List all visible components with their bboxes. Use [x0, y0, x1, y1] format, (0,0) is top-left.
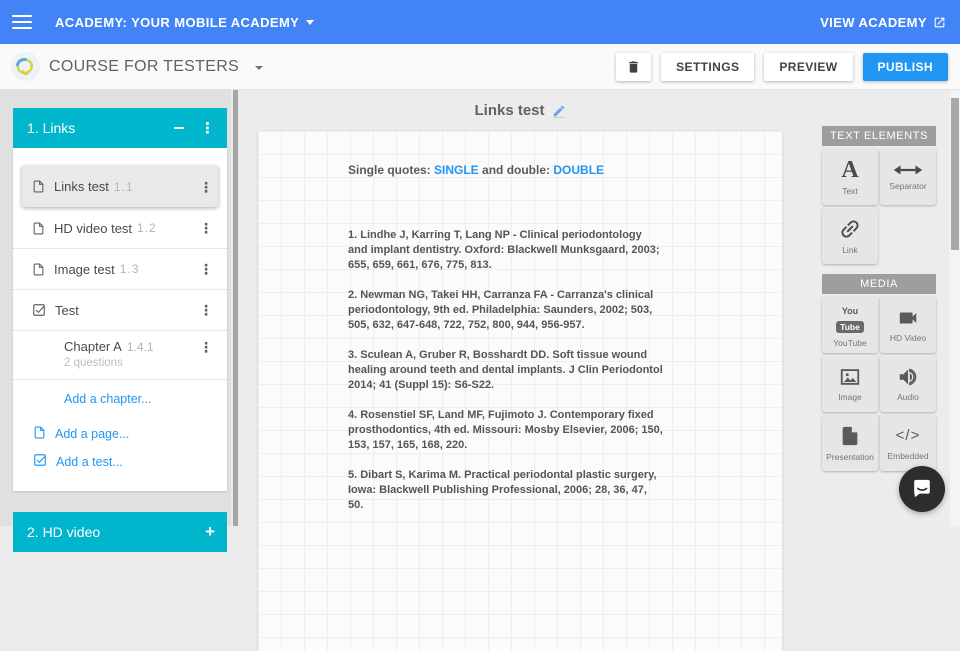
kebab-menu-icon[interactable]: ⋮: [200, 119, 215, 137]
add-page-link[interactable]: [13, 420, 227, 448]
intro-text: and double:: [478, 163, 554, 177]
sidebar-item-hd-video-test[interactable]: [13, 208, 227, 249]
references-block: [348, 228, 664, 513]
add-page-label: Add a page...: [55, 427, 130, 441]
tool-presentation[interactable]: Presentation: [822, 414, 878, 471]
checkbox-icon: [32, 303, 46, 317]
double-quote-link[interactable]: DOUBLE: [553, 163, 605, 177]
image-icon: [838, 366, 862, 388]
sidebar-item-test[interactable]: [13, 290, 227, 331]
tool-embedded[interactable]: </> Embedded: [880, 414, 936, 471]
add-test-label: Add a test...: [56, 454, 123, 469]
reference-item: 5. Dibart S, Karima M. Practical periodontal plastic surgery, Iowa: Blackwell Publishing Professional, 2006; 28, 36, 47, 50.: [348, 469, 657, 511]
chat-icon: [911, 478, 933, 500]
view-academy-label: VIEW ACADEMY: [820, 14, 927, 30]
publish-button[interactable]: PUBLISH: [863, 53, 948, 81]
add-test-link[interactable]: [13, 448, 227, 475]
chapter-question-count: 2 questions: [64, 357, 123, 369]
edit-title-icon[interactable]: [552, 104, 566, 118]
kebab-menu-icon[interactable]: ⋮: [199, 220, 213, 236]
academy-logo: [11, 52, 40, 81]
page-canvas: [258, 131, 782, 651]
intro-paragraph: [348, 163, 682, 177]
section-1-body: [13, 148, 227, 491]
kebab-menu-icon[interactable]: ⋮: [199, 302, 213, 318]
add-icon[interactable]: +: [205, 522, 215, 541]
sidebar-item-image-test[interactable]: [13, 249, 227, 290]
youtube-icon: You Tube: [836, 302, 864, 334]
toolbar-actions: [616, 53, 948, 81]
page-editor-area: [240, 90, 960, 526]
reference-item: 3. Sculean A, Gruber R, Bosshardt DD. Soft tissue wound healing around teeth and dental implants. J Clin Periodontol 2014; 41 (Suppl 15): S6-S22.: [348, 349, 663, 391]
item-label: Image test: [54, 261, 115, 277]
text-elements-header: TEXT ELEMENTS: [822, 126, 936, 146]
chapter-label: Chapter A: [64, 339, 122, 354]
section-1-header[interactable]: [13, 108, 227, 148]
trash-icon: [626, 59, 641, 75]
course-title-dropdown[interactable]: [49, 58, 263, 76]
chapter-index: 1.4.1: [126, 339, 154, 354]
intro-text: Single quotes:: [348, 163, 435, 177]
settings-button[interactable]: SETTINGS: [661, 53, 754, 81]
item-index: 1.3: [119, 262, 140, 276]
tool-hd-video[interactable]: HD Video: [880, 296, 936, 353]
page-icon: [32, 221, 45, 236]
tool-separator[interactable]: Separator: [880, 148, 936, 205]
media-header: MEDIA: [822, 274, 936, 294]
kebab-menu-icon[interactable]: ⋮: [199, 338, 213, 355]
element-tools-panel: [822, 90, 936, 526]
speaker-icon: [896, 366, 920, 388]
chevron-down-icon: [306, 20, 314, 25]
item-label: Links test: [54, 179, 109, 194]
tool-link[interactable]: Link: [822, 207, 878, 264]
tool-image[interactable]: Image: [822, 355, 878, 412]
presentation-icon: [839, 424, 861, 448]
top-app-bar: [0, 0, 960, 44]
sidebar-item-links-test[interactable]: [22, 166, 218, 207]
open-in-new-icon: [933, 16, 946, 29]
kebab-menu-icon[interactable]: ⋮: [199, 178, 213, 195]
window-scrollbar[interactable]: [950, 90, 960, 526]
menu-icon[interactable]: [12, 11, 32, 33]
item-index: 1.1: [113, 179, 134, 194]
kebab-menu-icon[interactable]: ⋮: [199, 261, 213, 277]
code-icon: </>: [895, 426, 921, 444]
sidebar-scrollbar[interactable]: [231, 90, 240, 526]
collapse-icon[interactable]: [174, 127, 184, 129]
page-title-row: [258, 90, 782, 131]
reference-item: 1. Lindhe J, Karring T, Lang NP - Clinical periodontology and implant dentistry. Oxford: Blackwell Munksgaard, 2003; 655, 659, 661, 676, 775, 813.: [348, 229, 660, 271]
view-academy-link[interactable]: [820, 15, 946, 30]
sidebar-item-chapter-a[interactable]: [13, 331, 227, 380]
course-structure-sidebar: [0, 90, 240, 541]
video-camera-icon: [896, 307, 920, 329]
page-title: Links test: [474, 102, 545, 119]
chat-launcher-button[interactable]: [899, 466, 945, 512]
section-2-title: 2. HD video: [27, 524, 101, 540]
delete-course-button[interactable]: [616, 53, 651, 81]
item-label: Test: [55, 302, 79, 318]
section-2-header[interactable]: [13, 512, 227, 552]
link-icon: [833, 212, 867, 246]
item-index: 1.2: [137, 221, 157, 235]
text-icon: A: [841, 156, 859, 183]
chevron-down-icon: [255, 66, 263, 70]
course-toolbar: [0, 44, 960, 90]
single-quote-link[interactable]: SINGLE: [434, 163, 479, 177]
course-title: COURSE FOR TESTERS: [49, 57, 240, 75]
preview-button[interactable]: PREVIEW: [764, 53, 852, 81]
add-chapter-link[interactable]: Add a chapter...: [64, 392, 152, 406]
reference-item: 2. Newman NG, Takei HH, Carranza FA - Carranza's clinical periodontology, 9th ed. Philadelphia: Saunders, 2002; 503, 505, 632, 647-648, 722, 752, 800, 944, 956-957.: [348, 289, 654, 331]
academy-label: ACADEMY: YOUR MOBILE ACADEMY: [55, 14, 300, 30]
checkbox-icon: [33, 453, 47, 470]
tool-text[interactable]: A Text: [822, 148, 878, 205]
page-icon: [33, 425, 46, 443]
item-label: HD video test: [54, 220, 133, 236]
section-1-title: 1. Links: [27, 120, 76, 136]
academy-dropdown[interactable]: [55, 15, 314, 30]
separator-icon: [893, 163, 923, 177]
tool-audio[interactable]: Audio: [880, 355, 936, 412]
reference-item: 4. Rosenstiel SF, Land MF, Fujimoto J. Contemporary fixed prosthodontics, 4th ed. Missouri: Mosby Elsevier, 2006; 150, 153, 157, 165, 168, 220.: [348, 409, 663, 451]
page-icon: [32, 262, 45, 277]
page-icon: [32, 179, 45, 194]
tool-youtube[interactable]: You Tube YouTube: [822, 296, 878, 353]
